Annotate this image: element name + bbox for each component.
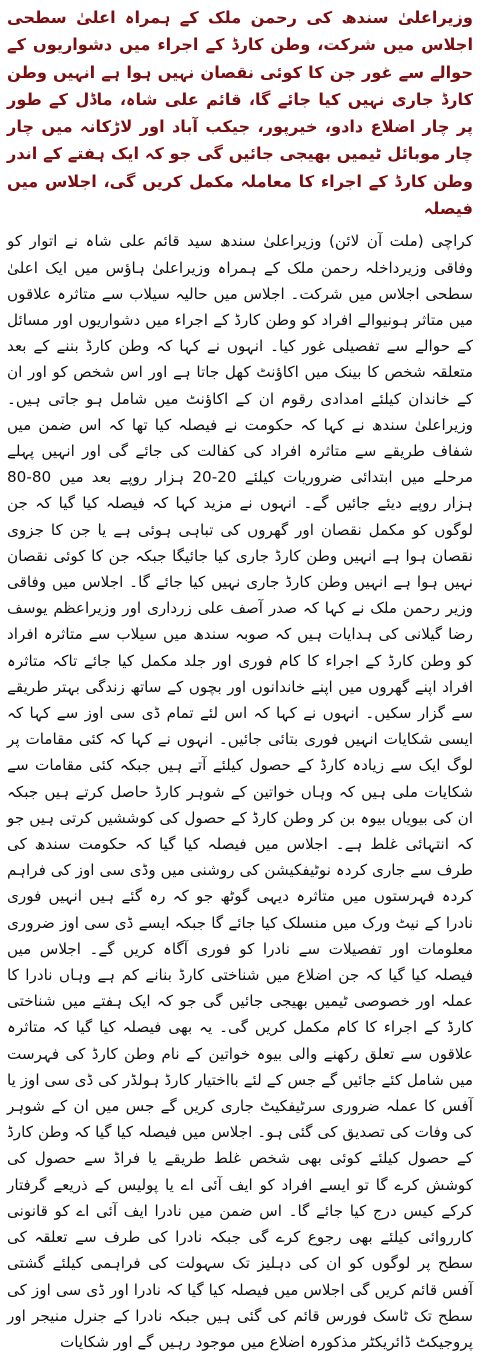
- article-headline: وزیراعلیٰ سندھ کی رحمن ملک کے ہمراہ اعلیٰ سطحی اجلاس میں شرکت، وطن کارڈ کے اجراء میں دشواریوں کے حوالے سے غور جن کا کوئی نقصان نہیں ہوا ہے انہیں وطن کارڈ جاری نہیں کیا جائے گا، قائم علی شاہ، ماڈل کے طور پر چار اضلاع دادو، خیرپور، جیکب آباد اور لاڑکانہ میں چار چار موبائل ٹیمیں بھیجی جائیں گی جو کہ ایک ہفتے کے اندر وطن کارڈ کے اجراء کا معاملہ مکمل کریں گی، اجلاس میں فیصلہ: [7, 8, 473, 219]
- article-body: [7, 228, 473, 1355]
- article-paragraph: کراچی (ملت آن لائن) وزیراعلیٰ سندھ سید قائم علی شاہ نے اتوار کو وفاقی وزیرداخلہ رحمن ملک کے ہمراہ وزیراعلیٰ ہاؤس میں ایک اعلیٰ سطحی اجلاس میں شرکت۔ اجلاس میں حالیہ سیلاب سے متاثرہ علاقوں میں متاثر ہونیوالے افراد کو وطن کارڈ کے اجراء میں دشواریوں اور مسائل کے حوالے سے تفصیلی غور کیا۔ انہوں نے کہا کہ وطن کارڈ بننے کے بعد متعلقہ شخص کا بینک میں اکاؤنٹ کھل جاتا ہے اور اس شخص کو اور ان کے خاندان کیلئے امدادی رقوم ان کے اکاؤنٹ میں شامل ہو جاتی ہیں۔ وزیراعلیٰ سندھ نے کہا کہ حکومت نے فیصلہ کیا تھا کہ اس ضمن میں شفاف طریقے سے متاثرہ افراد کی کفالت کی جائے گی اور انہیں پہلے مرحلے میں ابتدائی ضروریات کیلئے 20-20 ہزار روپے بعد میں 80-80 ہزار روپے دیئے جائیں گے۔ انہوں نے مزید کہا کہ فیصلہ کیا گیا کہ جن لوگوں کو مکمل نقصان اور گھروں کی تباہی ہوئی ہے یا جن کا جزوی نقصان ہوا ہے انہیں وطن کارڈ جاری کیا جائیگا جبکہ جن کا کوئی نقصان نہیں ہوا ہے انہیں وطن کارڈ جاری نہیں کیا جائے گا۔ اجلاس میں وفاقی وزیر رحمن ملک نے کہا کہ صدر آصف علی زرداری اور وزیراعظم یوسف رضا گیلانی کی ہدایات ہیں کہ صوبہ سندھ میں سیلاب سے متاثرہ افراد کو وطن کارڈ کے اجراء کا کام فوری اور جلد مکمل کیا جائے تاکہ متاثرہ افراد اپنے گھروں میں اپنے خاندانوں اور بچوں کے ساتھ زندگی بہتر طریقے سے گزار سکیں۔ انہوں نے کہا کہ اس لئے تمام ڈی سی اوز سے کہا کہ ایسی شکایات انہیں فوری بتائی جائیں۔ انہوں نے کہا کہ کئی مقامات پر لوگ ایک سے زیادہ کارڈ کے حصول کیلئے آتے ہیں جبکہ کئی مقامات سے شکایات ملی ہیں کہ وہاں خواتین کے شوہر کارڈ حاصل کرتے ہیں جبکہ ان کی بیویاں بیوہ بن کر وطن کارڈ کے حصول کی کوششیں کرتی ہیں جو کہ انتہائی غلط ہے۔ اجلاس میں فیصلہ کیا گیا کہ حکومت سندھ کی طرف سے جاری کردہ نوٹیفکیشن کی روشنی میں وڈی سی اوز کی فراہم کردہ فہرستوں میں متاثرہ دیہی گوٹھ جو کہ رہ گئے ہیں انہیں فوری نادرا کے نیٹ ورک میں منسلک کیا جائے گا جبکہ ایسے ڈی سی اوز ضروری معلومات اور تفصیلات سے نادرا کو فوری آگاہ کریں گے۔ اجلاس میں فیصلہ کیا گیا کہ جن اضلاع میں شناختی کارڈ بنانے کم ہے وہاں نادرا کا عملہ اور خصوصی ٹیمیں بھیجی جائیں گی جو کہ ایک ہفتے میں شناختی کارڈ کے اجراء کا کام مکمل کریں گی۔ یہ بھی فیصلہ کیا گیا کہ متاثرہ علاقوں سے تعلق رکھنے والی بیوہ خواتین کے نام وطن کارڈ کی فہرست میں شامل کئے جائیں گے جس کے لئے بااختیار کارڈ ہولڈر کی ڈی سی اوز یا آفس کا عملہ ضروری سرٹیفکیٹ جاری کریں گے جس میں ان کے شوہر کی وفات کی تصدیق کی گئی ہو۔ اجلاس میں فیصلہ کیا گیا کہ وطن کارڈ کے حصول کیلئے کوئی بھی شخص غلط طریقے یا فراڈ سے حصول کی کوشش کرے گا تو ایسے افراد کو ایف آئی اے یا پولیس کے ذریعے گرفتار کرکے کیس درج کیا جائے گا۔ اس ضمن میں نادرا ایف آئی اے کو قانونی کارروائی کیلئے بھی رجوع کرے گی جبکہ نادرا کی طرف سے تعلقہ کی سطح پر لوگوں کو ان کی دہلیز تک سہولت کی فراہمی کیلئے گشتی آفس قائم کریں گی اجلاس میں فیصلہ کیا گیا کہ نادرا اور ڈی سی اوز کی سطح تک ٹاسک فورس قائم کی گئی ہیں جبکہ نادرا کے جنرل منیجر اور پروجیکٹ ڈائریکٹر مذکورہ اضلاع میں موجود رہیں گے اور شکایات: [7, 232, 473, 1351]
